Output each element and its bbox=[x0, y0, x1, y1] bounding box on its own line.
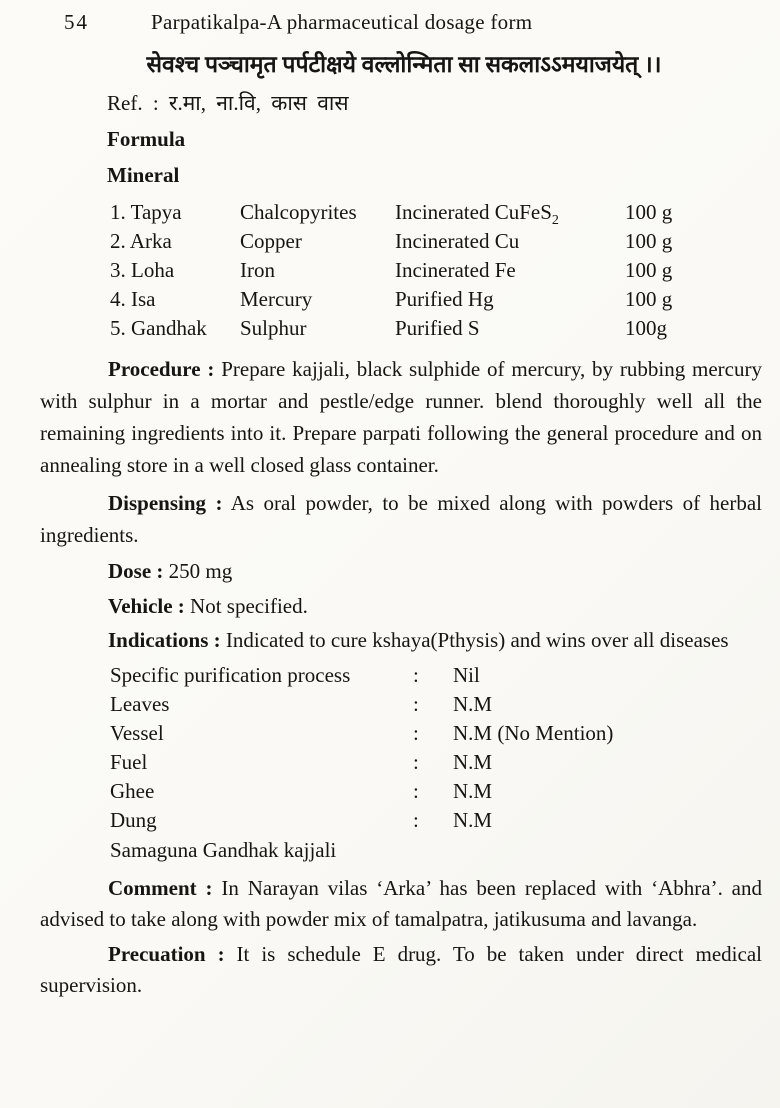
list-item bbox=[110, 690, 762, 719]
detail-colon: : bbox=[413, 663, 419, 687]
reference-text: र.मा, ना.वि, कास वास bbox=[168, 91, 349, 115]
running-header bbox=[0, 8, 780, 36]
reference-label: Ref. : bbox=[107, 91, 159, 115]
dose-paragraph bbox=[40, 555, 762, 587]
vehicle-label: Vehicle : bbox=[108, 594, 185, 618]
ingredient-item: 5. Gandhak bbox=[110, 316, 207, 340]
detail-colon: : bbox=[413, 808, 419, 832]
table-row bbox=[110, 285, 762, 314]
detail-value: N.M bbox=[453, 692, 493, 716]
details-list bbox=[110, 661, 762, 835]
ingredient-item: 4. Isa bbox=[110, 287, 156, 311]
indications-paragraph bbox=[40, 624, 762, 656]
ingredient-item: 3. Loha bbox=[110, 258, 175, 282]
procedure-label: Procedure : bbox=[108, 357, 215, 381]
chemical-subscript: 2 bbox=[551, 213, 559, 229]
ingredient-item: 2. Arka bbox=[110, 229, 172, 253]
list-item bbox=[110, 748, 762, 777]
detail-colon: : bbox=[413, 750, 419, 774]
dose-label: Dose : bbox=[108, 559, 164, 583]
table-row bbox=[110, 227, 762, 256]
list-item bbox=[110, 777, 762, 806]
ingredient-qty: 100 g bbox=[625, 287, 673, 311]
precaution-text: It is schedule E drug. To be taken under direct medical supervision. bbox=[40, 942, 762, 997]
details-footer: Samaguna Gandhak kajjali bbox=[110, 838, 337, 862]
table-row bbox=[110, 198, 762, 227]
detail-label: Leaves bbox=[110, 692, 170, 716]
detail-label: Vessel bbox=[110, 721, 164, 745]
procedure-text: Prepare kajjali, black sulphide of mercury, by rubbing mercury with sulphur in a mortar and pestle/edge runner. blend thoroughly well all the remaining ingredients into it. Prepare parpati following the general procedure and on annealing store in a well closed glass container. bbox=[40, 357, 762, 477]
table-row bbox=[110, 314, 762, 343]
ingredient-processed: Incinerated Cu bbox=[395, 229, 520, 253]
ingredient-qty: 100 g bbox=[625, 200, 673, 224]
mineral-subheading: Mineral bbox=[107, 163, 180, 187]
ingredient-material: Mercury bbox=[240, 287, 313, 311]
ingredient-processed: Purified Hg bbox=[395, 287, 494, 311]
comment-label: Comment : bbox=[108, 876, 213, 900]
ingredient-qty: 100 g bbox=[625, 229, 673, 253]
detail-label: Specific purification process bbox=[110, 663, 351, 687]
list-item bbox=[110, 719, 762, 748]
dispensing-paragraph bbox=[40, 487, 762, 551]
ingredient-processed: Incinerated CuFeS$_2$ bbox=[395, 200, 559, 229]
formula-heading: Formula bbox=[107, 127, 186, 151]
list-item bbox=[110, 661, 762, 690]
vehicle-text: Not specified. bbox=[190, 594, 308, 618]
dispensing-text: As oral powder, to be mixed along with powders of herbal ingredients. bbox=[40, 491, 763, 547]
precaution-label: Precuation : bbox=[108, 942, 225, 966]
ingredient-processed: Purified S bbox=[395, 316, 480, 340]
detail-value: Nil bbox=[453, 663, 480, 687]
dose-text: 250 mg bbox=[168, 559, 233, 583]
detail-value: N.M (No Mention) bbox=[453, 721, 614, 745]
procedure-paragraph bbox=[40, 353, 762, 481]
ingredient-material: Chalcopyrites bbox=[240, 200, 357, 224]
detail-label: Dung bbox=[110, 808, 157, 832]
reference-line bbox=[107, 88, 762, 118]
page-number: 54 bbox=[64, 10, 89, 34]
comment-text: In Narayan vilas ‘Arka’ has been replaced with ‘Abhra’. and advised to take along with powder mix of tamalpatra, jatikusuma and lavanga. bbox=[40, 876, 763, 931]
comment-paragraph bbox=[40, 873, 762, 935]
precaution-paragraph bbox=[40, 939, 762, 1001]
detail-colon: : bbox=[413, 692, 419, 716]
running-title: Parpatikalpa-A pharmaceutical dosage form bbox=[151, 10, 533, 34]
detail-label: Fuel bbox=[110, 750, 148, 774]
ingredient-material: Sulphur bbox=[240, 316, 307, 340]
sanskrit-verse: सेवश्च पञ्चामृत पर्पटीक्षये वल्लोन्मिता सा सकलाऽऽमयाजयेत् ।। bbox=[146, 52, 662, 77]
ingredient-material: Iron bbox=[240, 258, 275, 282]
detail-colon: : bbox=[413, 721, 419, 745]
detail-colon: : bbox=[413, 779, 419, 803]
ingredient-qty: 100g bbox=[625, 316, 667, 340]
ingredient-item: 1. Tapya bbox=[110, 200, 182, 224]
detail-value: N.M bbox=[453, 808, 493, 832]
ingredient-qty: 100 g bbox=[625, 258, 673, 282]
vehicle-paragraph bbox=[40, 590, 762, 622]
indications-text: Indicated to cure kshaya(Pthysis) and wins over all diseases bbox=[225, 628, 729, 652]
detail-value: N.M bbox=[453, 750, 493, 774]
table-row bbox=[110, 256, 762, 285]
ingredient-processed: Incinerated Fe bbox=[395, 258, 516, 282]
ingredient-material: Copper bbox=[240, 229, 302, 253]
indications-label: Indications : bbox=[108, 628, 221, 652]
dispensing-label: Dispensing : bbox=[108, 491, 223, 515]
detail-label: Ghee bbox=[110, 779, 155, 803]
detail-value: N.M bbox=[453, 779, 493, 803]
formula-table bbox=[110, 198, 762, 343]
list-item bbox=[110, 806, 762, 835]
